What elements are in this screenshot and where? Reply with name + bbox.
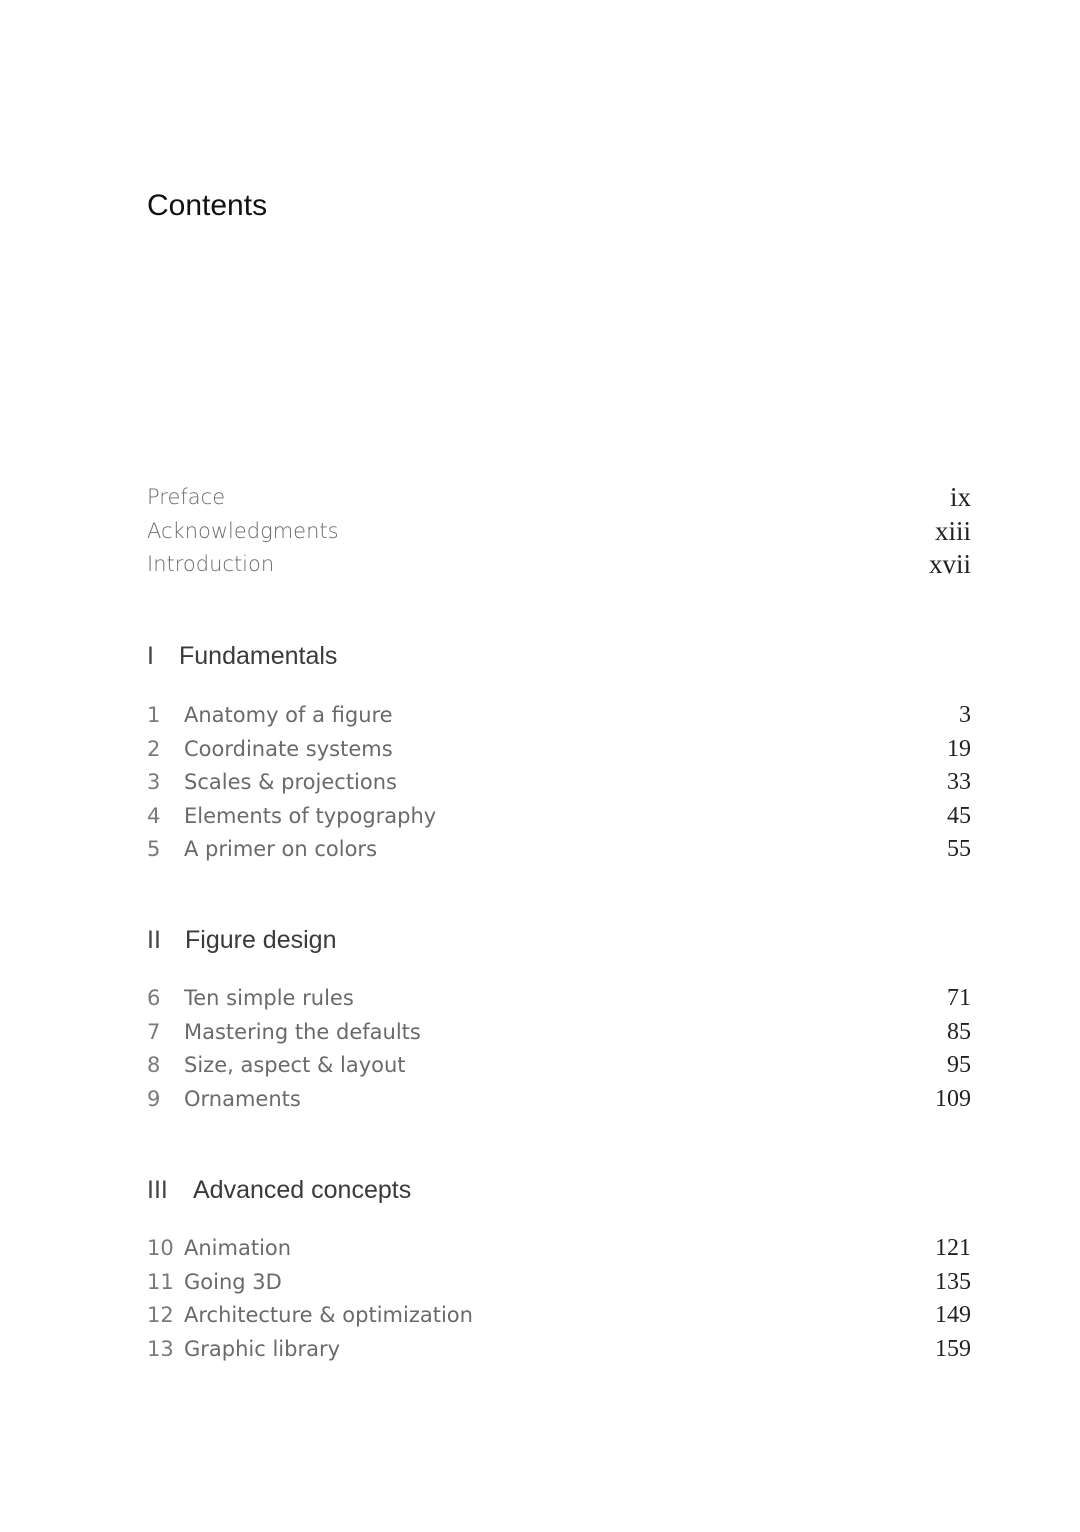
toc-entry-label: Acknowledgments (147, 518, 339, 543)
part-numeral: I (147, 642, 154, 670)
toc-entry-acknowledgments[interactable] (147, 516, 971, 550)
chapter-number: 13 (147, 1336, 174, 1361)
chapter-entry[interactable] (147, 1050, 971, 1084)
chapter-entry[interactable] (147, 834, 971, 868)
chapter-title: Elements of typography (184, 803, 437, 828)
chapter-page: 33 (947, 769, 971, 795)
chapter-entry[interactable] (147, 1017, 971, 1051)
chapter-page: 95 (947, 1052, 971, 1078)
part-heading-3[interactable] (147, 1174, 411, 1206)
part-title: Advanced concepts (193, 1176, 412, 1204)
chapter-entry[interactable] (147, 1084, 971, 1118)
chapter-page: 3 (959, 702, 971, 728)
toc-entry-label: Preface (147, 485, 226, 509)
chapter-title: Coordinate systems (184, 736, 393, 761)
chapter-title: A primer on colors (184, 837, 378, 861)
chapter-entry[interactable] (147, 1334, 971, 1368)
chapter-entry[interactable] (147, 983, 971, 1017)
chapter-title: Going 3D (184, 1269, 282, 1294)
chapter-number: 8 (147, 1053, 161, 1077)
chapter-number: 11 (147, 1269, 174, 1294)
chapter-number: 7 (147, 1019, 161, 1044)
chapter-page: 55 (947, 836, 971, 862)
chapter-title: Graphic library (184, 1336, 341, 1361)
part-heading-1[interactable] (147, 640, 337, 672)
chapter-number: 1 (147, 703, 161, 727)
chapter-title: Scales & projections (184, 770, 397, 794)
toc-entry-page: xiii (934, 515, 971, 546)
chapter-number: 6 (147, 986, 161, 1010)
chapter-title: Animation (184, 1236, 292, 1260)
chapter-number: 9 (147, 1086, 161, 1111)
toc-entry-label: Introduction (147, 552, 275, 576)
chapter-title: Ten simple rules (184, 986, 354, 1010)
chapter-list-part-3 (147, 1233, 971, 1367)
chapter-page: 121 (935, 1235, 971, 1261)
chapter-number: 12 (147, 1303, 174, 1327)
toc-entry-preface[interactable] (147, 482, 971, 516)
chapter-entry[interactable] (147, 767, 971, 801)
chapter-page: 85 (947, 1018, 971, 1045)
chapter-entry[interactable] (147, 1233, 971, 1267)
part-numeral: II (147, 926, 161, 954)
chapter-page: 19 (947, 735, 971, 762)
chapter-list-part-1 (147, 700, 971, 868)
chapter-entry[interactable] (147, 700, 971, 734)
part-title: Fundamentals (179, 642, 338, 670)
chapter-page: 71 (947, 985, 971, 1011)
front-matter-list (147, 482, 971, 583)
chapter-number: 3 (147, 770, 161, 794)
chapter-page: 159 (935, 1335, 971, 1362)
part-title: Figure design (185, 926, 337, 954)
chapter-title: Anatomy of a figure (184, 703, 393, 727)
part-heading-2[interactable] (147, 924, 336, 956)
toc-entry-page: ix (949, 482, 971, 512)
toc-entry-introduction[interactable] (147, 549, 971, 583)
toc-entry-page: xvii (928, 549, 971, 579)
chapter-page: 135 (935, 1268, 971, 1295)
chapter-page: 109 (935, 1085, 971, 1112)
chapter-title: Size, aspect & layout (184, 1053, 406, 1077)
page-title: Contents (147, 189, 268, 222)
chapter-entry[interactable] (147, 801, 971, 835)
chapter-number: 5 (147, 837, 161, 861)
chapter-number: 2 (147, 736, 161, 761)
chapter-list-part-2 (147, 983, 971, 1117)
chapter-number: 10 (147, 1236, 174, 1260)
chapter-entry[interactable] (147, 734, 971, 768)
chapter-title: Mastering the defaults (184, 1019, 421, 1044)
part-numeral: III (147, 1176, 168, 1204)
chapter-page: 149 (935, 1302, 971, 1328)
chapter-page: 45 (947, 802, 971, 829)
chapter-entry[interactable] (147, 1300, 971, 1334)
chapter-entry[interactable] (147, 1267, 971, 1301)
chapter-title: Architecture & optimization (184, 1303, 473, 1327)
chapter-title: Ornaments (184, 1086, 301, 1111)
chapter-number: 4 (147, 803, 161, 828)
